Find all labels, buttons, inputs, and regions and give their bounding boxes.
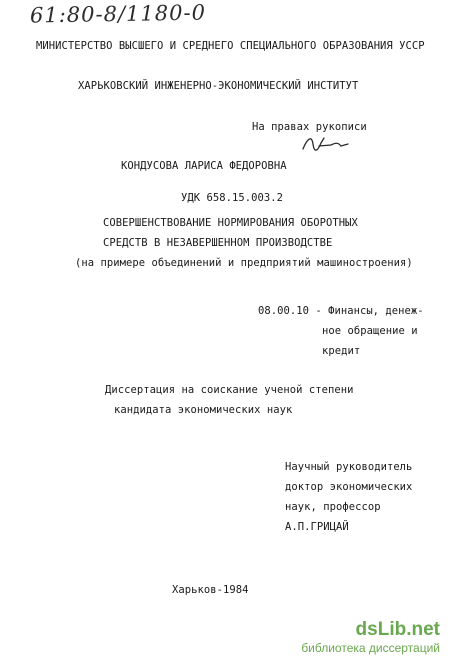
title-line-1: СОВЕРШЕНСТВОВАНИЕ НОРМИРОВАНИЯ ОБОРОТНЫХ [103, 217, 358, 229]
watermark-main: dsLib.net [355, 619, 440, 640]
dissertation-line-2: кандидата экономических наук [114, 404, 293, 416]
supervisor-line-1: Научный руководитель [285, 461, 413, 473]
city-year: Харьков-1984 [172, 584, 249, 596]
manuscript-note: На правах рукописи [252, 121, 367, 133]
dissertation-line-1: Диссертация на соискание ученой степени [105, 384, 354, 396]
specialty-line-2: ное обращение и [322, 325, 418, 337]
signature-mark [300, 134, 350, 156]
supervisor-name: А.П.ГРИЦАЙ [285, 521, 349, 533]
supervisor-line-2: доктор экономических [285, 481, 413, 493]
author-name: КОНДУСОВА ЛАРИСА ФЕДОРОВНА [121, 160, 287, 172]
specialty-line-3: кредит [322, 345, 361, 357]
watermark-sub: библиотека диссертаций [301, 641, 440, 655]
handwritten-archive-number: 61:80-8/1180-0 [29, 0, 207, 28]
institute-line: ХАРЬКОВСКИЙ ИНЖЕНЕРНО-ЭКОНОМИЧЕСКИЙ ИНСТИТУТ [78, 80, 359, 92]
watermark [301, 619, 440, 655]
supervisor-line-3: наук, профессор [285, 501, 381, 513]
ministry-line: МИНИСТЕРСТВО ВЫСШЕГО И СРЕДНЕГО СПЕЦИАЛЬНОГО ОБРАЗОВАНИЯ УССР [36, 40, 425, 52]
specialty-line-1: 08.00.10 - Финансы, денеж- [258, 305, 424, 317]
title-line-2: СРЕДСТВ В НЕЗАВЕРШЕННОМ ПРОИЗВОДСТВЕ [103, 237, 333, 249]
title-line-3: (на примере объединений и предприятий машиностроения) [75, 257, 413, 269]
udc-code: УДК 658.15.003.2 [181, 192, 283, 204]
